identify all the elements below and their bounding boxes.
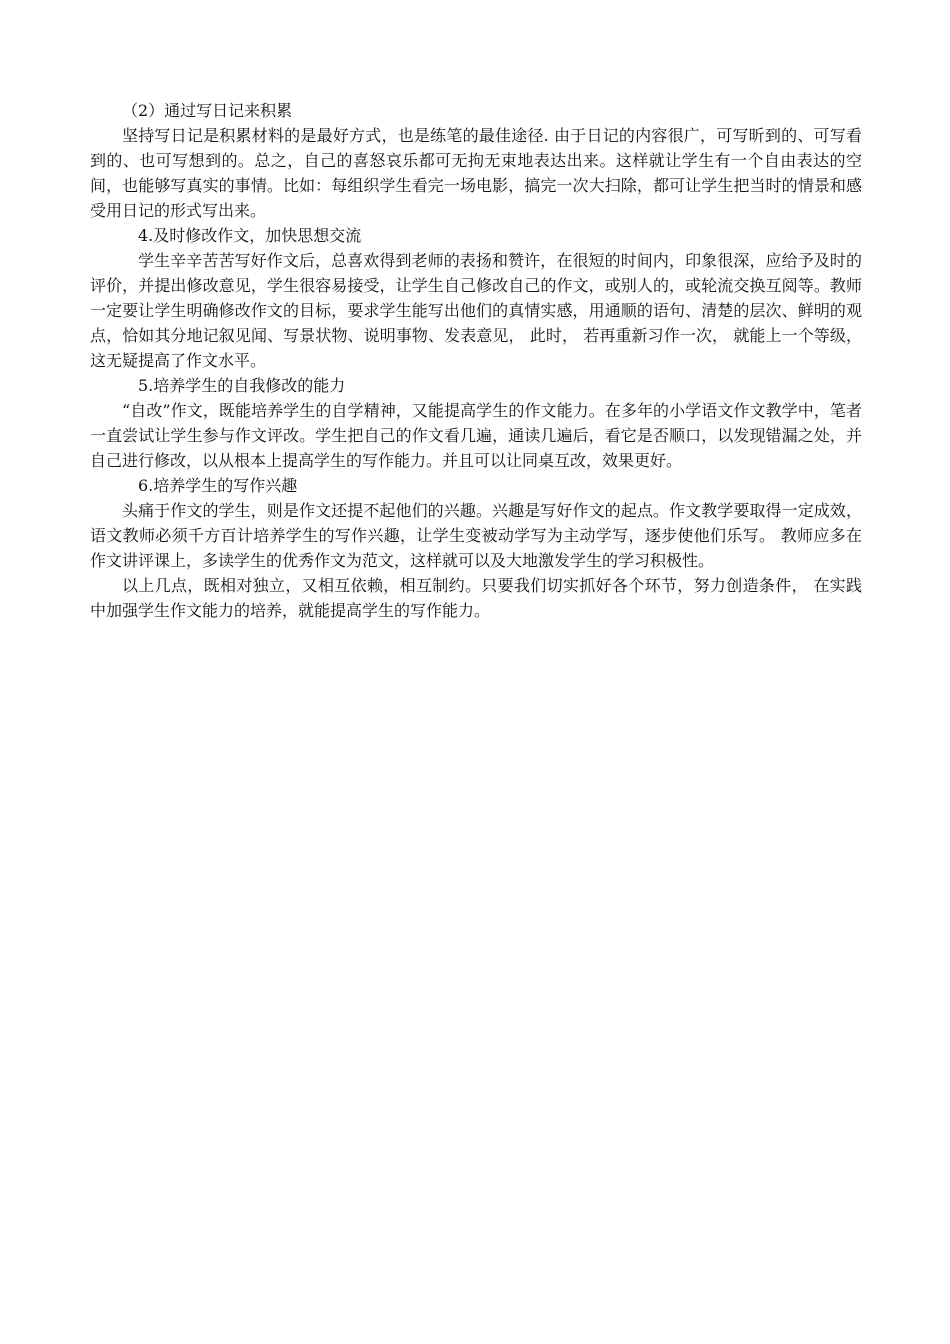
paragraph-diary: 坚持写日记是积累材料的是最好方式，也是练笔的最佳途径. 由于日记的内容很广，可写昕到的、可写看到的、也可写想到的。总之，自己的喜怒哀乐都可无拘无束地表达出来。这样就让学生有一个自由表达的空间，也能够写真实的事情。比如：每组织学生看完一场电影，搞完一次大扫除，都可让学生把当时的情景和感受用日记的形式写出来。 [90,126,862,220]
section-heading-revise: 4.及时修改作文，加快思想交流 [138,226,362,245]
section-heading-self-revise: 5.培养学生的自我修改的能力 [138,376,346,395]
paragraph-revise: 学生辛辛苦苦写好作文后，总喜欢得到老师的表扬和赞许，在很短的时间内，印象很深，应给予及时的评价，并提出修改意见，学生很容易接受，让学生自己修改自己的作文，或别人的，或轮流交换互阅等。教师一定要让学生明确修改作文的目标，要求学生能写出他们的真情实感，用通顺的语句、清楚的层次、鲜明的观点，恰如其分地记叙见闻、写景状物、说明事物、发表意见， 此时， 若再重新习作一次， 就能上一个等级， 这无疑提高了作文水平。 [90,251,862,370]
section-heading-interest: 6.培养学生的写作兴趣 [138,476,298,495]
paragraph-self-revise: “自改”作文，既能培养学生的自学精神，又能提高学生的作文能力。在多年的小学语文作文教学中，笔者一直尝试让学生参与作文评改。学生把自己的作文看几遍，通读几遍后，看它是否顺口，以发现错漏之处，并自己进行修改，以从根本上提高学生的写作能力。并且可以让同桌互改，效果更好。 [90,401,862,470]
paragraph-conclusion: 以上几点，既相对独立，又相互依赖，相互制约。只要我们切实抓好各个环节，努力创造条件， 在实践中加强学生作文能力的培养，就能提高学生的写作能力。 [90,576,862,620]
section-heading-diary: （2）通过写日记来积累 [122,101,293,120]
paragraph-interest: 头痛于作文的学生，则是作文还提不起他们的兴趣。兴趣是写好作文的起点。作文教学要取得一定成效，语文教师必须千方百计培养学生的写作兴趣，让学生变被动学写为主动学写，逐步使他们乐写。 教师应多在作文讲评课上，多读学生的优秀作文为范文，这样就可以及大地激发学生的学习积极性。 [90,501,862,570]
document-page [90,98,862,623]
